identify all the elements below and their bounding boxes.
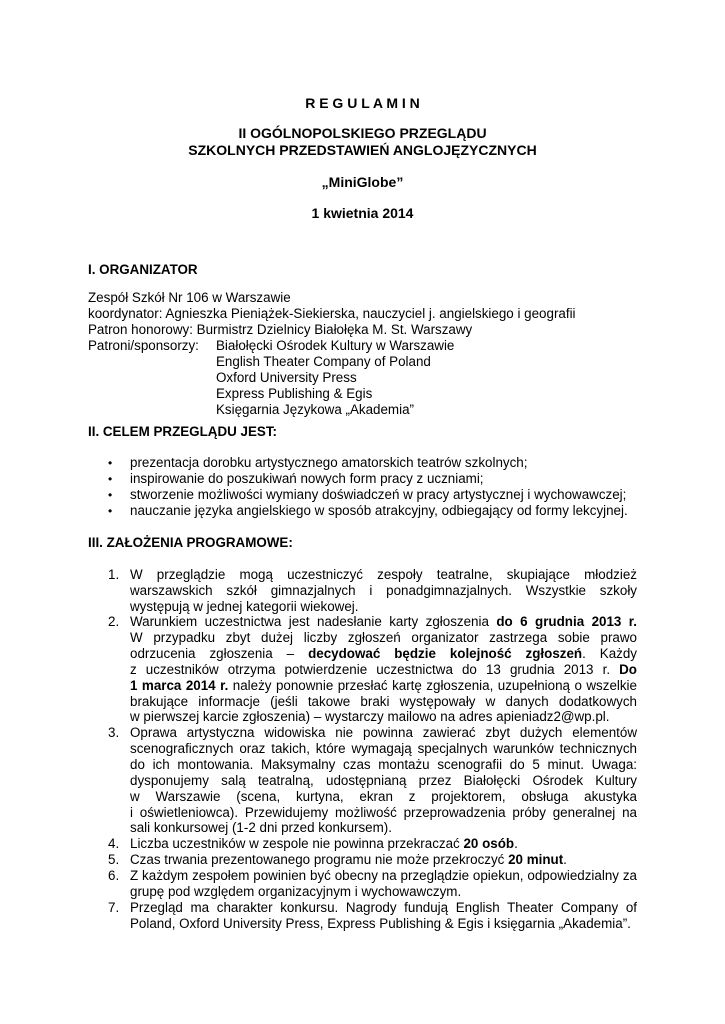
section-program-heading: III. ZAŁOŻENIA PROGRAMOWE: xyxy=(88,535,293,550)
item-text: Czas trwania prezentowanego programu nie może przekroczyć xyxy=(130,852,509,867)
program-item-3-line: do ich montowania. Maksymalny czas montażu scenografii do 5 minut. Uwaga: xyxy=(130,756,637,772)
item-text: . xyxy=(563,852,567,867)
program-item-2-line xyxy=(130,662,637,678)
program-item-2-line xyxy=(130,646,637,662)
list-number: 3. xyxy=(108,725,120,740)
sponsor-item: English Theater Company of Poland xyxy=(216,354,431,369)
list-number: 5. xyxy=(108,852,120,867)
deadline-text: do 6 grudnia 2013 r xyxy=(496,614,634,629)
section-organizer-heading: I. ORGANIZATOR xyxy=(88,262,198,277)
item-text: . xyxy=(514,836,518,851)
program-item-6 xyxy=(130,868,637,900)
document-subtitle-line1: II OGÓLNOPOLSKIEGO PRZEGLĄDU xyxy=(238,125,487,141)
list-number: 6. xyxy=(108,868,120,883)
program-item-6-line: grupę pod względem organizacyjnym i wychowawczym. xyxy=(130,883,462,899)
bullet-icon: • xyxy=(108,456,113,470)
sponsor-item: Oxford University Press xyxy=(216,370,357,385)
organizer-coordinator: koordynator: Agnieszka Pieniążek-Siekierska, nauczyciel j. angielskiego i geografii xyxy=(88,306,576,321)
item-text: Liczba uczestników w zespole nie powinna przekraczać xyxy=(130,836,464,851)
list-number: 4. xyxy=(108,836,120,851)
program-item-4 xyxy=(130,836,637,852)
program-item-7-line: Poland, Oxford University Press, Express Publishing & Egis i księgarnia „Akademia”. xyxy=(130,915,631,931)
program-item-3-line: scenograficznych oraz takich, które wymagają specjalnych warunków technicznych xyxy=(130,740,637,756)
document-subtitle-line2: SZKOLNYCH PRZEDSTAWIEŃ ANGLOJĘZYCZNYCH xyxy=(188,142,537,158)
emphasis-text: Do xyxy=(619,661,637,677)
item-text: . Każdy xyxy=(582,645,637,661)
deadline-text: 1 marca 2014 r. xyxy=(130,677,229,693)
program-item-3-line: sali konkursowej (1-2 dni przed konkursem). xyxy=(130,820,392,836)
program-item-3-line: Oprawa artystyczna widowiska nie powinna zawierać zbyt dużych elementów xyxy=(130,725,637,740)
list-number: 2. xyxy=(108,614,120,629)
program-item-3 xyxy=(130,725,637,836)
emphasis-text: 20 osób xyxy=(463,836,515,851)
sponsor-item: Księgarnia Językowa „Akademia” xyxy=(216,402,414,417)
list-number: 7. xyxy=(108,900,120,915)
program-item-4-line xyxy=(130,836,637,852)
sponsor-item: Białołęcki Ośrodek Kultury w Warszawie xyxy=(216,338,455,353)
goal-item: stworzenie możliwości wymiany doświadczeń w pracy artystycznej i wychowawczej; xyxy=(130,487,627,502)
program-item-2-line: w pierwszej karcie zgłoszenia) – wystarczy mailowo na adres apieniadz2@wp.pl. xyxy=(130,709,610,725)
program-item-1-line: W przeglądzie mogą uczestniczyć zespoły teatralne, skupiające młodzież xyxy=(130,567,637,582)
item-text: należy ponownie przesłać kartę zgłoszenia, uzupełnioną o wszelkie xyxy=(228,677,637,693)
program-item-3-line: w Warszawie (scena, kurtyna, ekran z projektorem, obsługa akustyka xyxy=(130,788,637,804)
program-item-1-line: występują w jednej kategorii wiekowej. xyxy=(130,598,359,614)
bullet-icon: • xyxy=(108,472,113,486)
program-item-2 xyxy=(130,614,637,725)
program-item-3-line: i oświetleniowca). Przewidujemy możliwość przeprowadzenia próby generalnej na xyxy=(130,804,637,820)
event-name: „MiniGlobe” xyxy=(321,174,404,190)
sponsor-item: Express Publishing & Egis xyxy=(216,386,373,401)
program-item-3-line: dysponujemy salą teatralną, udostępnianą przez Białołęcki Ośrodek Kultury xyxy=(130,772,637,788)
organizer-school: Zespół Szkół Nr 106 w Warszawie xyxy=(88,290,291,305)
program-item-2-line: W przypadku zbyt dużej liczby zgłoszeń organizator zastrzega sobie prawo xyxy=(130,629,637,645)
document-title: R E G U L A M I N xyxy=(305,95,420,111)
emphasis-text: decydować będzie kolejność zgłoszeń xyxy=(308,645,583,661)
goal-item: prezentacja dorobku artystycznego amatorskich teatrów szkolnych; xyxy=(130,455,528,470)
program-item-7-line: Przegląd ma charakter konkursu. Nagrody fundują English Theater Company of xyxy=(130,900,637,915)
program-item-2-line: brakujące informacje (jeśli takowe braki występowały w danych dodatkowych xyxy=(130,693,637,709)
event-date: 1 kwietnia 2014 xyxy=(311,205,414,221)
program-item-1 xyxy=(130,567,637,615)
program-item-2-line xyxy=(130,614,637,630)
item-text: odrzucenia zgłoszenia – xyxy=(130,645,309,661)
emphasis-text: 20 minut xyxy=(508,852,564,867)
goal-item: nauczanie języka angielskiego w sposób atrakcyjny, odbiegający od formy lekcyjnej. xyxy=(130,503,628,518)
goal-item: inspirowanie do poszukiwań nowych form pracy z uczniami; xyxy=(130,471,484,486)
program-item-6-line: Z każdym zespołem powinien być obecny na przeglądzie opiekun, odpowiedzialny za xyxy=(130,868,637,883)
sponsors-label: Patroni/sponsorzy: xyxy=(88,338,199,353)
bullet-icon: • xyxy=(108,504,113,518)
program-item-2-line xyxy=(130,678,637,694)
organizer-patron: Patron honorowy: Burmistrz Dzielnicy Białołęka M. St. Warszawy xyxy=(88,322,473,337)
program-item-1-line: warszawskich szkół gimnazjalnych i ponadgimnazjalnych. Wszystkie szkoły xyxy=(130,582,637,598)
bullet-icon: • xyxy=(108,488,113,502)
program-item-7 xyxy=(130,900,637,932)
program-item-5 xyxy=(130,852,637,868)
program-item-5-line xyxy=(130,852,637,868)
section-goals-heading: II. CELEM PRZEGLĄDU JEST: xyxy=(88,424,277,439)
item-text: z uczestników otrzyma potwierdzenie uczestnictwa do 13 grudnia 2013 r. xyxy=(130,661,620,677)
item-text: Warunkiem uczestnictwa jest nadesłanie karty zgłoszenia xyxy=(130,614,497,629)
list-number: 1. xyxy=(108,567,120,582)
item-text: . xyxy=(633,614,637,629)
